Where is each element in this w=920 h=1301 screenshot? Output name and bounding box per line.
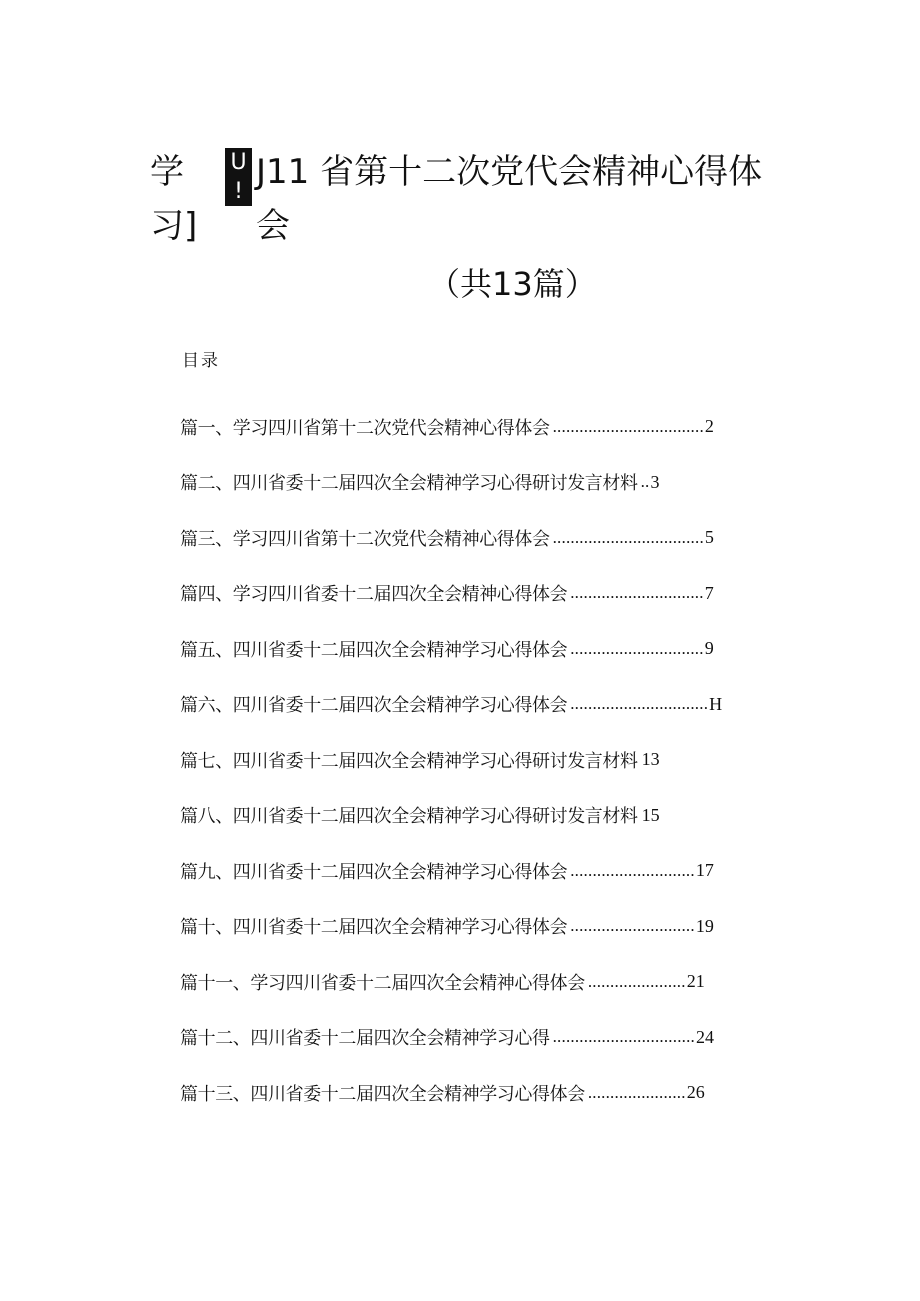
toc-entry-title: 篇十三、四川省委十二届四次全会精神学习心得体会 — [180, 1083, 585, 1105]
toc-entry-9[interactable] — [180, 843, 780, 899]
toc-entry-title: 篇五、四川省委十二届四次全会精神学习心得体会 — [180, 639, 568, 661]
toc-dot-leader: .................................. — [552, 416, 704, 436]
toc-entry-title: 篇二、四川省委十二届四次全会精神学习心得研讨发言材料 — [180, 473, 638, 495]
subtitle-count: （共13篇） — [428, 265, 597, 303]
toc-entry-title: 篇九、四川省委十二届四次全会精神学习心得体会 — [180, 861, 568, 883]
toc-entry-title: 篇十二、四川省委十二届四次全会精神学习心得 — [180, 1028, 550, 1050]
toc-entry-title: 篇八、四川省委十二届四次全会精神学习心得研讨发言材料 — [180, 806, 638, 828]
toc-entry-11[interactable] — [180, 954, 780, 1010]
toc-page-number: 24 — [696, 1026, 715, 1047]
toc-entry-title: 篇六、四川省委十二届四次全会精神学习心得体会 — [180, 695, 568, 717]
toc-page-number: 2 — [704, 416, 714, 437]
toc-dot-leader: ............................ — [570, 860, 695, 880]
toc-dot-leader: ...................... — [587, 971, 686, 991]
toc-entry-title: 篇七、四川省委十二届四次全会精神学习心得研讨发言材料 — [180, 750, 638, 772]
toc-entry-7[interactable] — [180, 732, 780, 788]
toc-entry-title: 篇一、学习四川省第十二次党代会精神心得体会 — [180, 417, 550, 439]
toc-entry-3[interactable] — [180, 510, 780, 566]
toc-dot-leader: .............................. — [570, 638, 704, 658]
toc-entry-8[interactable] — [180, 788, 780, 844]
toc-entry-10[interactable] — [180, 899, 780, 955]
title-ocr-artifact-box — [225, 148, 252, 206]
toc-entry-4[interactable] — [180, 566, 780, 622]
toc-page-number: 13 — [641, 749, 660, 770]
toc-entry-2[interactable] — [180, 455, 780, 511]
toc-page-number: 3 — [650, 471, 660, 492]
toc-page-number: H — [709, 693, 723, 714]
toc-page-number: 5 — [704, 527, 714, 548]
title-fragment-xi: 习] — [150, 206, 198, 246]
toc-heading: 目录 — [182, 351, 220, 371]
toc-page-number: 15 — [641, 804, 660, 825]
toc-entry-title: 篇十一、学习四川省委十二届四次全会精神心得体会 — [180, 972, 585, 994]
toc-dot-leader: ............................... — [570, 694, 709, 714]
toc-entry-title: 篇四、学习四川省委十二届四次全会精神心得体会 — [180, 584, 568, 606]
title-main-line: J11 省第十二次党代会精神心得体 — [256, 152, 763, 192]
toc-dot-leader: ................................ — [552, 1027, 696, 1047]
toc-entry-1[interactable] — [180, 399, 780, 455]
toc-entry-12[interactable] — [180, 1010, 780, 1066]
title-fragment-xue: 学 — [150, 152, 184, 192]
toc-page-number: 17 — [695, 860, 714, 881]
toc-dot-leader: .............................. — [570, 583, 704, 603]
toc-page-number: 9 — [704, 638, 714, 659]
toc-entry-title: 篇三、学习四川省第十二次党代会精神心得体会 — [180, 528, 550, 550]
toc-dot-leader: ...................... — [587, 1082, 686, 1102]
toc-page-number: 7 — [704, 582, 714, 603]
toc-dot-leader: ............................ — [570, 916, 695, 936]
toc-page-number: 19 — [695, 915, 714, 936]
ocr-box-char-top: U — [230, 150, 247, 175]
toc-page-number: 21 — [686, 971, 705, 992]
toc-entry-6[interactable] — [180, 677, 780, 733]
toc-page-number: 26 — [686, 1082, 705, 1103]
toc-dot-leader: .................................. — [552, 527, 704, 547]
ocr-box-char-bottom: ! — [234, 179, 243, 204]
toc-entry-title: 篇十、四川省委十二届四次全会精神学习心得体会 — [180, 917, 568, 939]
table-of-contents — [180, 399, 780, 1121]
toc-entry-5[interactable] — [180, 621, 780, 677]
toc-entry-13[interactable] — [180, 1065, 780, 1121]
toc-dot-leader: .. — [640, 472, 650, 492]
title-fragment-hui: 会 — [256, 206, 290, 246]
